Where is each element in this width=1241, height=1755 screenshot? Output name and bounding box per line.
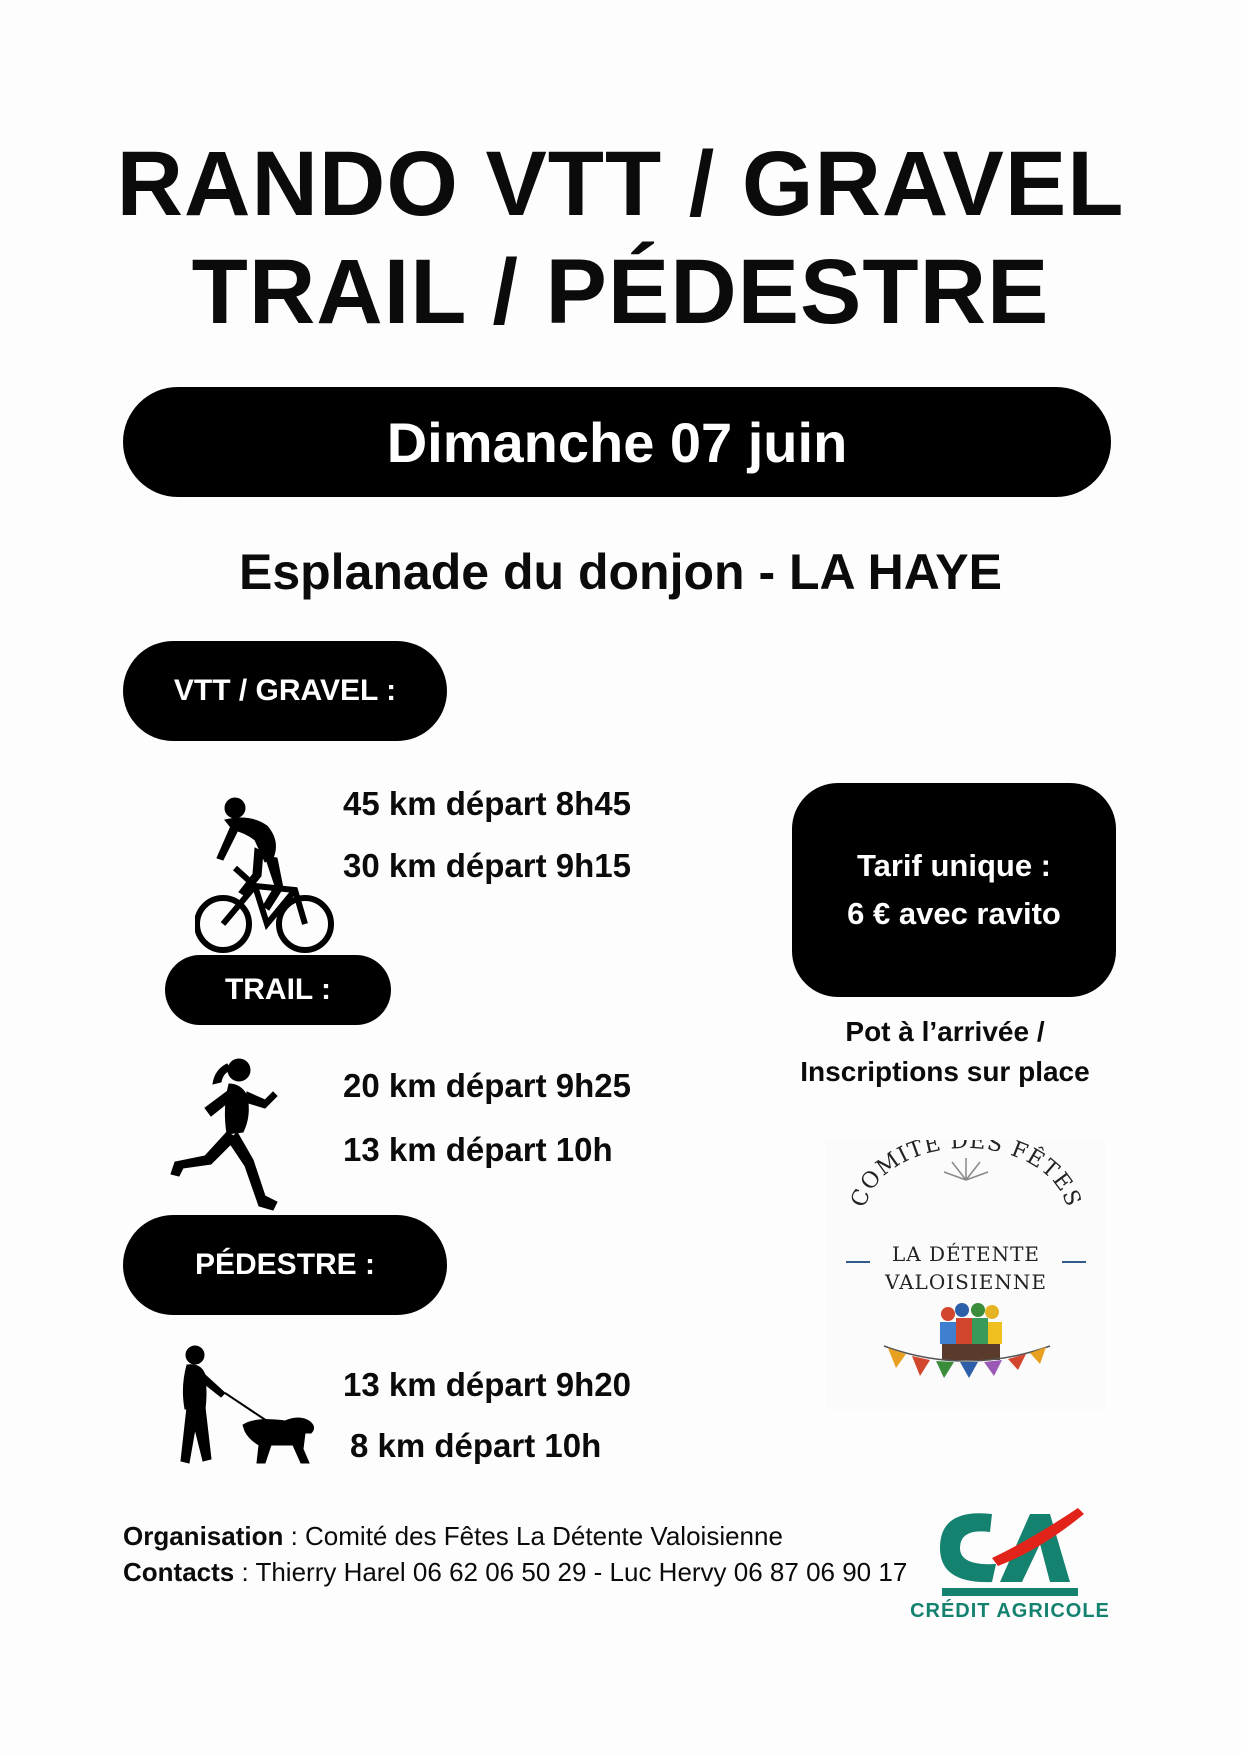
info-line-1: Pot à l’arrivée / (845, 1016, 1045, 1047)
vtt-line-1: 45 km départ 8h45 (343, 785, 631, 822)
section-label-pedestre (123, 1215, 447, 1315)
title-line-1: RANDO VTT / GRAVEL (116, 133, 1125, 235)
info-text (770, 1012, 1120, 1092)
date-banner (123, 387, 1111, 497)
contacts-value: : Thierry Harel 06 62 06 50 29 - Luc Hervy 06 87 06 90 17 (234, 1557, 908, 1587)
tarif-line-1: Tarif unique : (856, 848, 1052, 883)
info-line-2: Inscriptions sur place (800, 1056, 1090, 1087)
comite-arc-text: COMITÉ DES FÊTES (846, 1140, 1086, 1211)
section-label-vtt (123, 641, 447, 741)
section-label-pedestre-text: PÉDESTRE : (194, 1248, 376, 1281)
comite-logo-line-2: VALOISIENNE (885, 1270, 1047, 1294)
credit-agricole-logo (900, 1500, 1120, 1630)
section-label-trail (165, 955, 391, 1025)
trail-line-2: 13 km départ 10h (343, 1131, 613, 1168)
location: Esplanade du donjon - LA HAYE (238, 544, 1002, 600)
title-line-2: TRAIL / PÉDESTRE (191, 241, 1050, 343)
credit-agricole-name: CRÉDIT AGRICOLE (910, 1600, 1110, 1622)
tarif-line-2: 6 € avec ravito (847, 896, 1061, 931)
comite-logo-text (826, 1240, 1106, 1296)
cyclist-icon (195, 796, 335, 954)
trail-line-1: 20 km départ 9h25 (343, 1067, 631, 1104)
org-value: : Comité des Fêtes La Détente Valoisienne (283, 1521, 783, 1551)
walker-with-dog-icon (175, 1345, 335, 1470)
runner-icon (165, 1056, 295, 1218)
comite-logo (826, 1140, 1106, 1410)
contacts-label: Contacts (123, 1557, 235, 1587)
tarif-box (792, 783, 1116, 997)
footer-contacts (123, 1554, 907, 1590)
section-label-trail-text: TRAIL : (224, 973, 332, 1006)
date-banner-text: Dimanche 07 juin (386, 410, 848, 474)
pedestre-line-1: 13 km départ 9h20 (343, 1366, 631, 1403)
credit-agricole-mark (900, 1500, 1120, 1600)
comite-logo-line-1: LA DÉTENTE (891, 1242, 1041, 1266)
vtt-line-2: 30 km départ 9h15 (343, 847, 631, 884)
org-label: Organisation (123, 1521, 284, 1551)
footer-organisation (123, 1518, 783, 1554)
pedestre-line-2: 8 km départ 10h (350, 1427, 602, 1464)
section-label-vtt-text: VTT / GRAVEL : (173, 674, 397, 707)
